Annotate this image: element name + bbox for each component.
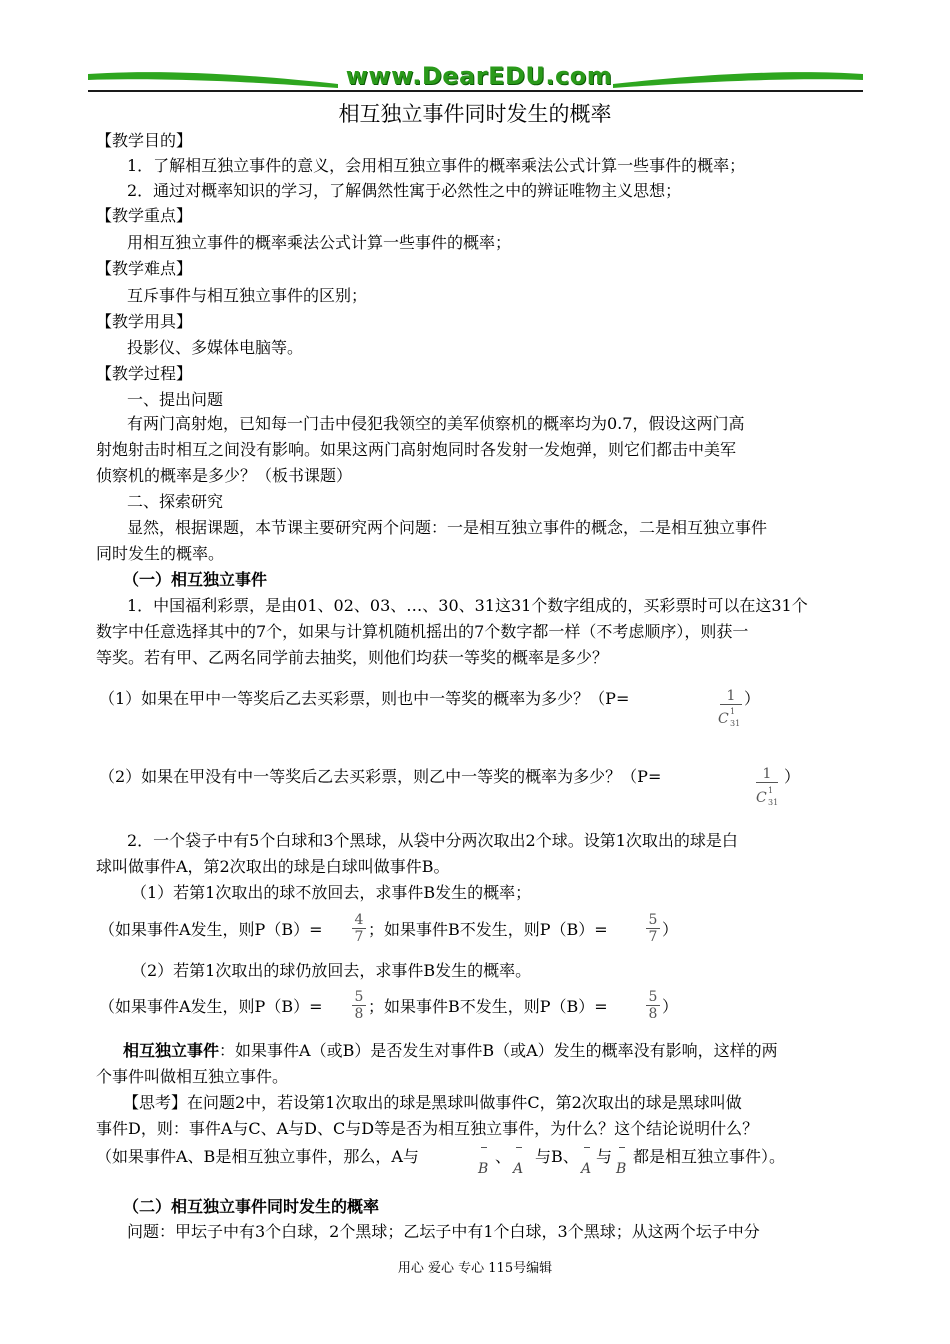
paragraph-line: 事件D，则：事件A与C、A与D、C与D等是否为相互独立事件，为什么？这个结论说明什么？ — [96, 1119, 759, 1138]
combination-subscript: 31 — [768, 798, 779, 807]
overline-mark — [619, 1147, 625, 1148]
combination-letter: C — [756, 790, 767, 806]
paragraph-line: 个事件叫做相互独立事件。 — [96, 1067, 289, 1086]
paragraph-line: 有两门高射炮，已知每一门击中侵犯我领空的美军侦察机的概率均为0.7，假设这两门高 — [127, 414, 745, 433]
closing-paren: ） — [784, 767, 801, 786]
paragraph-line: 投影仪、多媒体电脑等。 — [127, 338, 304, 357]
subsection-heading: （一）相互独立事件 — [123, 570, 268, 589]
paragraph-line: 同时发生的概率。 — [96, 544, 225, 563]
question-line: （1）如果在甲中一等奖后乙去买彩票，则也中一等奖的概率为多少？（P= — [99, 689, 630, 708]
paragraph-line: 1．了解相互独立事件的意义，会用相互独立事件的概率乘法公式计算一些事件的概率； — [127, 156, 746, 175]
fraction-numerator: 4 — [352, 912, 366, 929]
question-line: （2）若第1次取出的球仍放回去，求事件B发生的概率。 — [131, 961, 532, 980]
answer-line: （如果事件A发生，则P（B）= — [99, 997, 323, 1016]
section-heading: 【教学难点】 — [96, 259, 193, 278]
paragraph-line: 射炮射击时相互之间没有影响。如果这两门高射炮同时各发射一发炮弹，则它们都击中美军 — [96, 440, 737, 459]
paragraph-line: 互斥事件与相互独立事件的区别； — [127, 286, 368, 305]
combination-superscript: 1 — [730, 707, 736, 716]
fraction-denominator: 7 — [648, 929, 658, 945]
answer-line: ；如果事件B不发生，则P（B）= — [368, 920, 608, 939]
closing-paren: ） — [662, 920, 679, 939]
paragraph-fragment: 都是相互独立事件）。 — [633, 1147, 786, 1166]
page-title: 相互独立事件同时发生的概率 — [338, 102, 612, 126]
paragraph-line: 数字中任意选择其中的7个，如果与计算机随机摇出的7个数字都一样（不考虑顺序），则获一 — [96, 622, 749, 641]
section-heading: 【教学过程】 — [96, 364, 193, 383]
combination-superscript: 1 — [768, 786, 774, 795]
paragraph-line: 1．中国福利彩票，是由01、02、03、…、30、31这31个数字组成的，买彩票时可以在这31个 — [127, 596, 808, 615]
site-logo[interactable]: www.DearEDU.com — [345, 62, 613, 90]
section-heading: 【教学重点】 — [96, 206, 193, 225]
section-heading: 【教学用具】 — [96, 312, 193, 331]
fraction-numerator: 1 — [756, 766, 778, 783]
fraction — [646, 912, 660, 945]
answer-line: ；如果事件B不发生，则P（B）= — [368, 997, 608, 1016]
closing-paren: ） — [744, 689, 761, 708]
fraction — [352, 912, 366, 945]
overline-mark — [584, 1147, 590, 1148]
fraction-numerator: 1 — [720, 688, 742, 705]
page-footer: 用心 爱心 专心 115号编辑 — [397, 1261, 553, 1276]
subsection-heading: 一、提出问题 — [127, 390, 224, 409]
paragraph-line: （如果事件A、B是相互独立事件，那么，A与 — [96, 1147, 419, 1166]
site-header — [88, 62, 863, 96]
paragraph-fragment: 与 — [596, 1147, 613, 1166]
header-divider — [88, 90, 863, 92]
closing-paren: ） — [662, 997, 679, 1016]
combination-symbol — [756, 786, 779, 807]
fraction-denominator: 8 — [648, 1006, 658, 1022]
paragraph-line: 问题：甲坛子中有3个白球，2个黑球；乙坛子中有1个白球，3个黑球；从这两个坛子中分 — [127, 1222, 760, 1241]
paragraph-line: 用相互独立事件的概率乘法公式计算一些事件的概率； — [127, 233, 512, 252]
fraction-numerator: 5 — [352, 989, 366, 1006]
paragraph-line: 等奖。若有甲、乙两名同学前去抽奖，则他们均获一等奖的概率是多少？ — [96, 648, 609, 667]
paragraph-line: 显然，根据课题，本节课主要研究两个问题：一是相互独立事件的概念，二是相互独立事件 — [127, 518, 768, 537]
fraction-numerator: 5 — [646, 989, 660, 1006]
question-line: （1）若第1次取出的球不放回去，求事件B发生的概率； — [131, 883, 532, 902]
paragraph-line: 2．一个袋子中有5个白球和3个黑球，从袋中分两次取出2个球。设第1次取出的球是白 — [127, 831, 738, 850]
definition-term: 相互独立事件 — [123, 1041, 220, 1060]
separator: 、 — [495, 1147, 512, 1166]
fraction — [352, 989, 366, 1022]
overline-mark — [481, 1147, 487, 1148]
fraction-denominator: 8 — [354, 1006, 364, 1022]
combination-letter: C — [718, 711, 729, 727]
right-swoosh-decoration — [613, 68, 863, 88]
answer-line: （如果事件A发生，则P（B）= — [99, 920, 323, 939]
definition-line — [123, 1040, 778, 1062]
question-line: （2）如果在甲没有中一等奖后乙去买彩票，则乙中一等奖的概率为多少？（P= — [99, 767, 662, 786]
paragraph-line: 球叫做事件A，第2次取出的球是白球叫做事件B。 — [96, 857, 450, 876]
section-heading: 【教学目的】 — [96, 131, 193, 150]
paragraph-line: 【思考】在问题2中，若设第1次取出的球是黑球叫做事件C，第2次取出的球是黑球叫做 — [123, 1093, 742, 1112]
paragraph-line: 侦察机的概率是多少？（板书课题） — [96, 466, 353, 485]
fraction — [646, 989, 660, 1022]
definition-text: ：如果事件A（或B）是否发生对事件B（或A）发生的概率没有影响，这样的两 — [219, 1041, 778, 1060]
fraction-numerator: 5 — [646, 912, 660, 929]
complement-b: B — [478, 1161, 489, 1177]
subsection-heading: 二、探索研究 — [127, 492, 224, 511]
combination-symbol — [718, 707, 741, 728]
complement-b: B — [616, 1161, 627, 1177]
fraction-denominator: 7 — [354, 929, 364, 945]
overline-mark — [516, 1147, 522, 1148]
fraction — [756, 766, 778, 783]
complement-a: A — [513, 1161, 524, 1177]
combination-subscript: 31 — [730, 719, 741, 728]
fraction — [720, 688, 742, 705]
paragraph-line: 2．通过对概率知识的学习，了解偶然性寓于必然性之中的辨证唯物主义思想； — [127, 181, 682, 200]
paragraph-fragment: 与B、 — [535, 1147, 579, 1166]
subsection-heading: （二）相互独立事件同时发生的概率 — [123, 1197, 380, 1216]
complement-a: A — [581, 1161, 592, 1177]
left-swoosh-decoration — [88, 68, 338, 88]
